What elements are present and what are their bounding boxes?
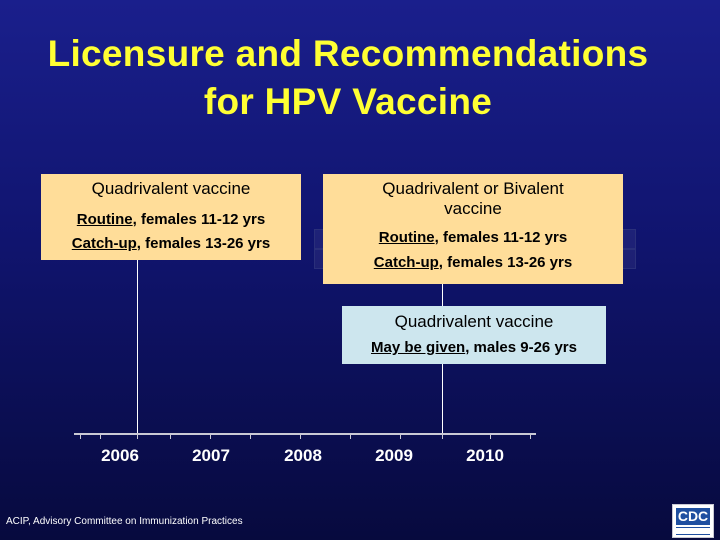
axis-tick bbox=[100, 435, 101, 439]
year-label: 2006 bbox=[101, 446, 139, 465]
box-heading: Quadrivalent or Bivalent vaccine bbox=[382, 179, 564, 218]
row-detail: , females 11-12 yrs bbox=[434, 229, 568, 246]
axis-tick bbox=[300, 435, 301, 439]
footnote: ACIP, Advisory Committee on Immunization Practices bbox=[6, 516, 243, 527]
box-row bbox=[342, 339, 606, 356]
box-row bbox=[41, 235, 301, 252]
row-term: Routine bbox=[378, 229, 435, 246]
row-term: Catch-up bbox=[373, 254, 439, 271]
box-row bbox=[323, 254, 623, 271]
box-row bbox=[41, 211, 301, 228]
cdc-logo-text: CDC bbox=[677, 508, 709, 524]
cdc-logo-rule bbox=[676, 527, 710, 535]
axis-tick bbox=[250, 435, 251, 439]
timeline-marker-2009-lower bbox=[442, 364, 443, 433]
timeline-marker-2009 bbox=[442, 284, 443, 306]
recommendation-box-males bbox=[342, 306, 606, 364]
slide-title-line-1: Licensure and Recommendations bbox=[47, 33, 649, 74]
box-heading: Quadrivalent vaccine bbox=[394, 312, 554, 331]
row-term: May be given bbox=[371, 339, 466, 356]
recommendation-box-2006 bbox=[41, 174, 301, 260]
year-label: 2010 bbox=[466, 446, 504, 465]
cdc-logo bbox=[672, 504, 714, 538]
year-label: 2009 bbox=[375, 446, 413, 465]
axis-tick bbox=[400, 435, 401, 439]
axis-tick bbox=[490, 435, 491, 439]
year-label: 2007 bbox=[192, 446, 230, 465]
recommendation-box-2009 bbox=[323, 174, 623, 284]
row-detail: , females 11-12 yrs bbox=[132, 211, 266, 228]
axis-tick bbox=[80, 435, 81, 439]
slide-title bbox=[0, 30, 696, 126]
timeline-axis bbox=[74, 433, 536, 435]
box-heading: Quadrivalent vaccine bbox=[91, 179, 251, 198]
row-detail: , females 13-26 yrs bbox=[136, 235, 271, 252]
row-term: Catch-up bbox=[71, 235, 137, 252]
row-term: Routine bbox=[76, 211, 133, 228]
axis-tick bbox=[442, 435, 443, 439]
year-label: 2008 bbox=[284, 446, 322, 465]
axis-tick bbox=[350, 435, 351, 439]
box-row bbox=[323, 229, 623, 246]
axis-tick bbox=[137, 435, 138, 439]
row-detail: , females 13-26 yrs bbox=[438, 254, 573, 271]
timeline-marker-2006 bbox=[137, 260, 138, 433]
slide-title-line-2: for HPV Vaccine bbox=[203, 81, 493, 122]
axis-tick bbox=[170, 435, 171, 439]
axis-tick bbox=[210, 435, 211, 439]
axis-tick bbox=[530, 435, 531, 439]
row-detail: , males 9-26 yrs bbox=[465, 339, 577, 356]
